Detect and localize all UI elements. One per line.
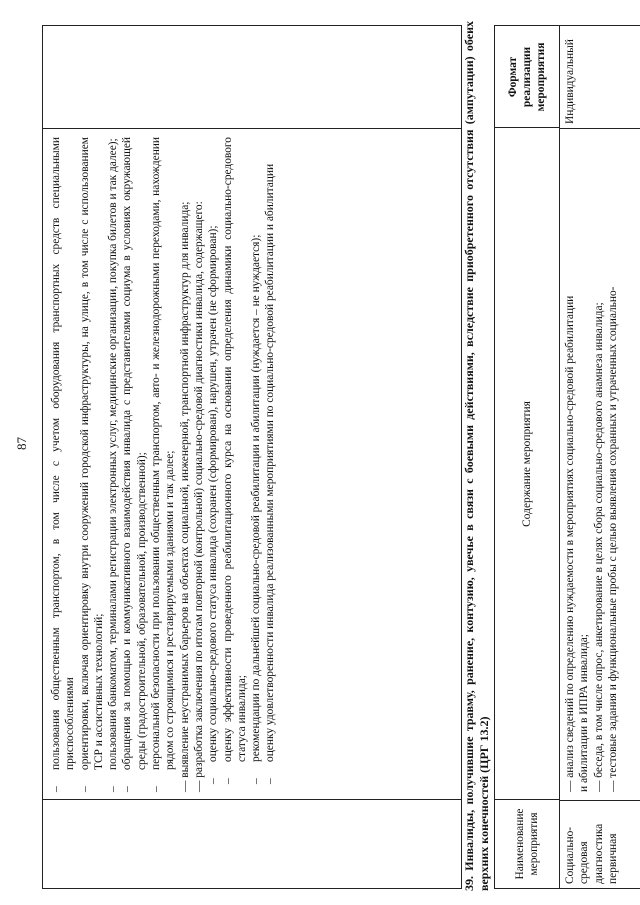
header-content: Содержание мероприятия: [495, 127, 560, 800]
header-format: Формат реализации мероприятия: [495, 26, 560, 128]
header-name: Наименование мероприятия: [495, 799, 560, 888]
list-item: — разработка заключения по итогам повторной (контрольной) социально-средовой диагностики инвалида, содержащего:: [192, 201, 205, 792]
list-bullet: –: [207, 778, 220, 784]
content-line: — тестовые задания и функциональные пробы с целью выявления сохранных и утраченных социально-: [606, 286, 619, 792]
content-line: и абилитации в ИПРА инвалида;: [578, 634, 591, 792]
content-line: — беседа, в том числе опрос, анкетирование в целях сбора социально-средового анамнеза инвалида;: [592, 302, 605, 792]
list-bullet: –: [78, 786, 91, 792]
list-item-text: оценку удовлетворенности инвалида реализованными мероприятиями по социально-средовой реабилитации и абилитации: [264, 163, 277, 762]
list-item: [106, 137, 120, 792]
list-item-text: оценку эффективности проведенного реабилитационного курса на основании определения динамики социально-средового статуса инвалида;: [221, 137, 248, 762]
measure-content-cell: [559, 128, 640, 800]
list-item-text: рекомендации по дальнейшей социально-средовой реабилитации и абилитации (нуждается – не нуждается);: [250, 234, 263, 762]
list-item-text: пользования общественным транспортом, в том числе с учетом оборудования транспортных средств специальными приспособлениями: [50, 137, 77, 770]
content-line: — анализ сведений по определению нуждаемости в мероприятиях социально-средовой реабилитации: [564, 295, 576, 792]
measure-format-cell: Индивидуальный: [564, 39, 576, 124]
continuation-table: [42, 25, 462, 889]
page-number: 87: [14, 437, 29, 450]
list-item: [78, 137, 107, 792]
list-item-text: пользования банкоматом, терминалами регистрации электронных услуг, медицинские организации, покупка билетов и так далее);: [107, 138, 120, 770]
continuation-name-cell: [43, 799, 461, 888]
list-bullet: –: [50, 786, 62, 792]
list-item-text: оценку социально-средового статуса инвалида (сохранен (сформирован), нарушен, утрачен (не сформирован);: [207, 225, 220, 762]
list-item: [263, 137, 277, 792]
list-item: [149, 137, 178, 792]
list-item: [49, 137, 78, 792]
list-item: [221, 137, 250, 792]
list-item: [120, 137, 149, 792]
measures-table: [494, 25, 640, 889]
list-item: [206, 137, 220, 792]
list-bullet: –: [121, 786, 134, 792]
list-bullet: –: [107, 786, 120, 792]
list-bullet: –: [250, 778, 263, 784]
continuation-content-cell: [43, 128, 461, 800]
continuation-format-cell: [43, 28, 461, 128]
list-item-text: персональной безопасности при пользовании общественным транспортом, авто- и железнодорожными переходами, нахождении рядом со строящимися и реставрируемыми зданиями и так далее;: [150, 137, 177, 770]
list-bullet: –: [221, 778, 234, 784]
section-heading: 39. Инвалиды, получившие травму, ранение, контузию, увечье в связи с боевыми действиями, вследствие приобретенного отсутствия (ампутации) обеих верхних конечностей (ЦРГ 13.2): [462, 21, 491, 891]
list-item: [249, 137, 263, 792]
list-item-text: ориентировки, включая ориентировку внутри сооружений городской инфраструктуры, на улице, в том числе с использованием ТСР и ассистивных технологий;: [78, 137, 105, 770]
measure-name-cell: Социально-средовая диагностика первичная: [559, 800, 640, 888]
list-bullet: –: [150, 786, 163, 792]
list-bullet: –: [264, 778, 277, 784]
list-item-text: обращения за помощью и коммуникативного взаимодействия инвалида с представителями социума в условиях окружающей среды (градостроительной, образовательной, производственной);: [121, 137, 148, 770]
list-item: — выявление неустранимых барьеров на объектах социальной, инженерной, транспортной инфраструктур для инвалида;: [178, 201, 191, 792]
